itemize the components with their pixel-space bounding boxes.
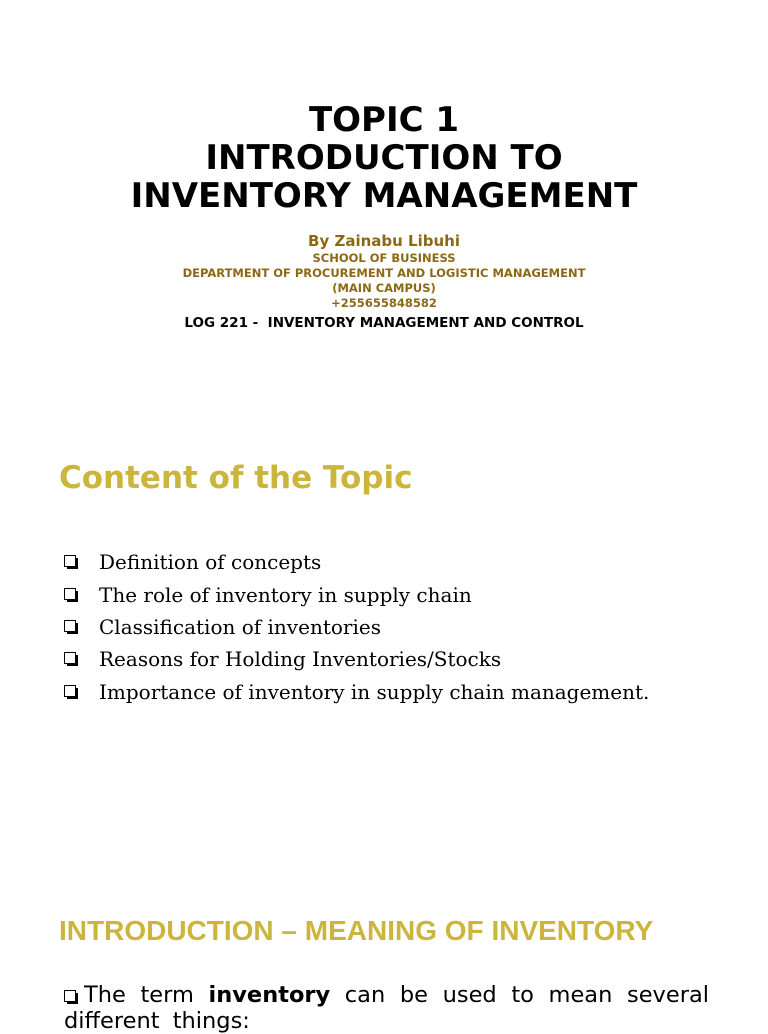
list-item-text: The role of inventory in supply chain: [99, 582, 472, 607]
checkbox-square-icon: [64, 620, 78, 634]
title-line-3: INVENTORY MANAGEMENT: [130, 176, 638, 216]
paragraph-text-before: The term: [84, 982, 209, 1008]
department-name: DEPARTMENT OF PROCUREMENT AND LOGISTIC MANAGEMENT: [182, 266, 586, 280]
content-heading: Content of the Topic: [59, 460, 413, 496]
list-item-text: Classification of inventories: [99, 614, 381, 639]
paragraph-keyword: inventory: [208, 982, 331, 1008]
topic-title: [0, 101, 768, 215]
checkbox-square-icon: [64, 990, 78, 1004]
content-slide: [0, 400, 768, 870]
topic-content-list: [64, 546, 649, 708]
introduction-slide: [0, 870, 768, 1034]
school-name: SCHOOL OF BUSINESS: [312, 251, 456, 265]
introduction-paragraph: [64, 982, 709, 1034]
campus-name: (MAIN CAMPUS): [332, 281, 436, 295]
list-item-text: Definition of concepts: [99, 550, 322, 575]
byline: [0, 231, 768, 311]
title-slide: [0, 0, 768, 400]
list-item-text: Importance of inventory in supply chain management.: [99, 679, 650, 704]
checkbox-square-icon: [64, 652, 78, 666]
paragraph-text-after: can be used to mean several different things:: [64, 982, 709, 1034]
title-line-2: INTRODUCTION TO: [205, 138, 563, 178]
author-name: By Zainabu Libuhi: [308, 232, 460, 250]
title-line-1: TOPIC 1: [308, 100, 460, 140]
checkbox-square-icon: [64, 588, 78, 602]
checkbox-square-icon: [64, 685, 78, 699]
list-item: [64, 643, 649, 675]
list-item: [64, 676, 649, 708]
list-item: [64, 578, 649, 610]
list-item: [64, 611, 649, 643]
course-code-title: LOG 221 - INVENTORY MANAGEMENT AND CONTROL: [184, 315, 584, 331]
introduction-heading: INTRODUCTION – MEANING OF INVENTORY: [59, 915, 654, 946]
checkbox-square-icon: [64, 555, 78, 569]
phone-number: +255655848582: [331, 296, 437, 310]
list-item-text: Reasons for Holding Inventories/Stocks: [99, 647, 502, 672]
list-item: [64, 546, 649, 578]
